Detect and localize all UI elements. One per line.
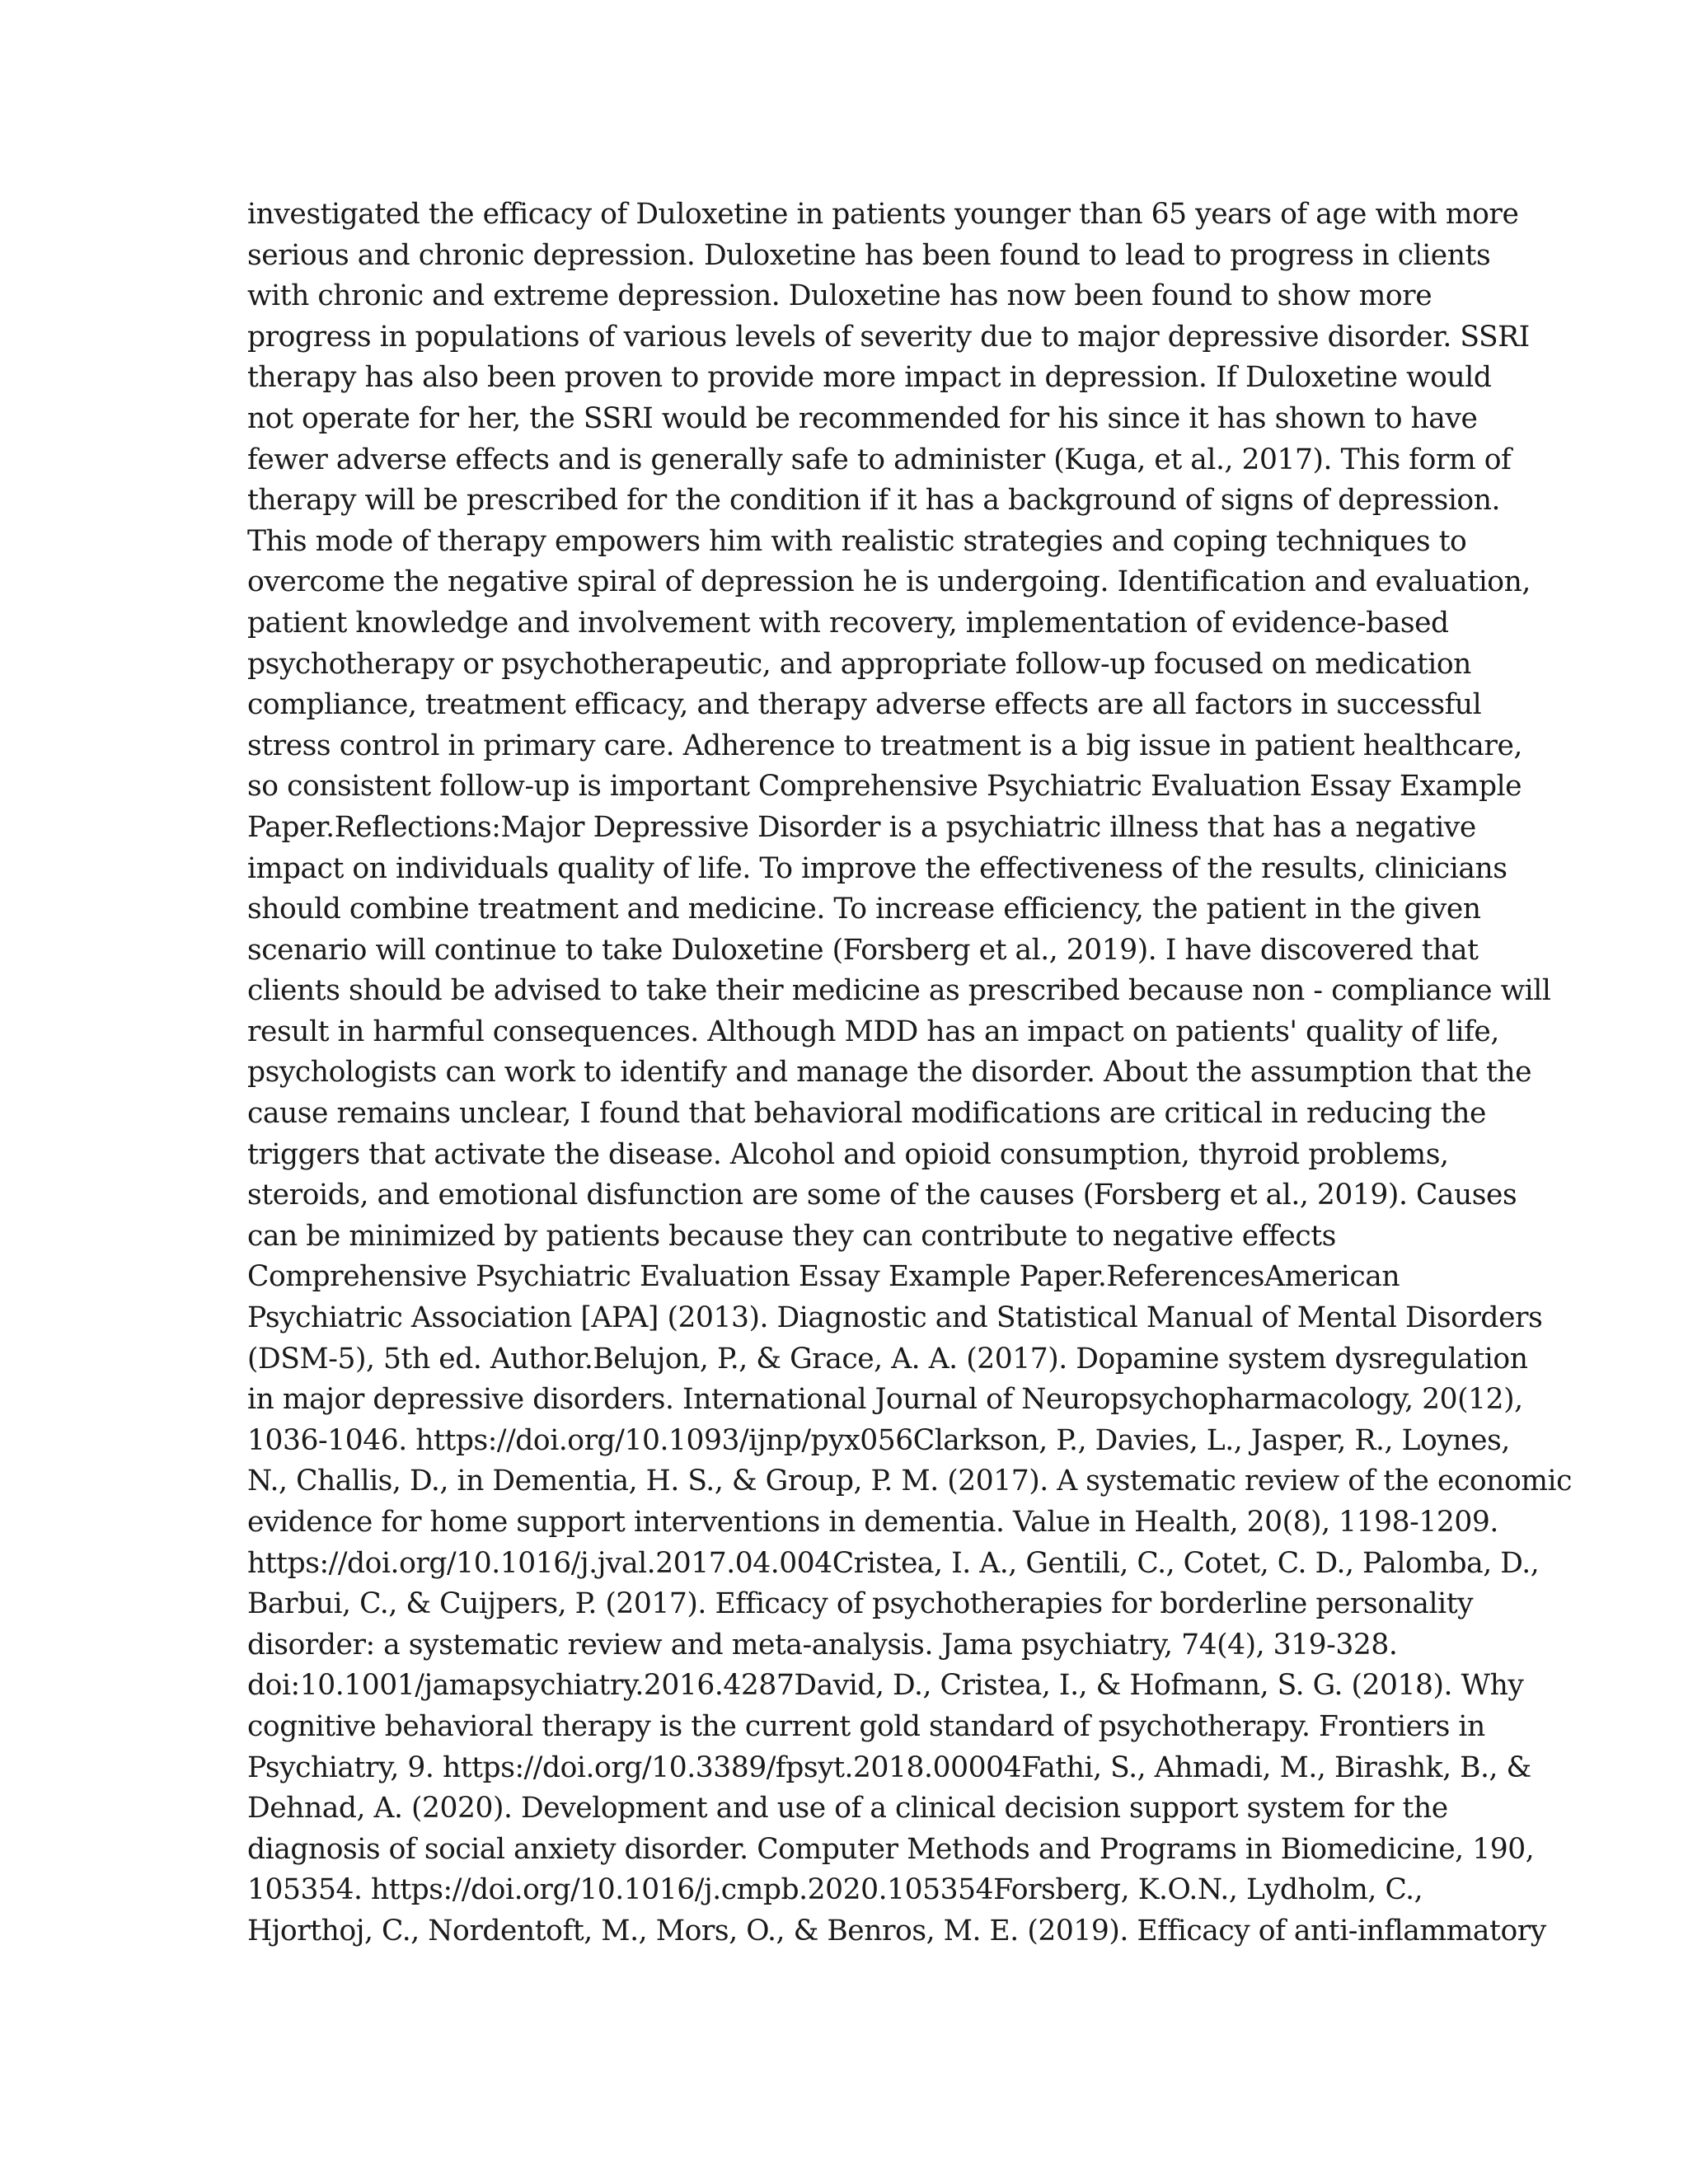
text-line: 1036-1046. https://doi.org/10.1093/ijnp/pyx056Clarkson, P., Davies, L., Jasper, R., Loynes, <box>247 1423 1510 1457</box>
text-line: scenario will continue to take Duloxetine (Forsberg et al., 2019). I have discovered that <box>247 933 1479 967</box>
text-line: clients should be advised to take their medicine as prescribed because non - compliance will <box>247 974 1551 1008</box>
text-line: Barbui, C., & Cuijpers, P. (2017). Efficacy of psychotherapies for borderline personality <box>247 1587 1474 1621</box>
text-line: in major depressive disorders. International Journal of Neuropsychopharmacology, 20(12), <box>247 1383 1523 1417</box>
text-line: https://doi.org/10.1016/j.jval.2017.04.004Cristea, I. A., Gentili, C., Cotet, C. D., Palomba, D., <box>247 1546 1540 1580</box>
text-line: with chronic and extreme depression. Duloxetine has now been found to show more <box>247 279 1432 313</box>
text-line: Psychiatry, 9. https://doi.org/10.3389/fpsyt.2018.00004Fathi, S., Ahmadi, M., Birashk, B., & <box>247 1750 1531 1784</box>
text-line: Psychiatric Association [APA] (2013). Diagnostic and Statistical Manual of Mental Disorders <box>247 1301 1543 1335</box>
text-line: psychologists can work to identify and manage the disorder. About the assumption that the <box>247 1056 1532 1090</box>
text-line: progress in populations of various levels of severity due to major depressive disorder. SSRI <box>247 320 1530 354</box>
text-line: evidence for home support interventions in dementia. Value in Health, 20(8), 1198-1209. <box>247 1506 1498 1539</box>
text-line: serious and chronic depression. Duloxetine has been found to lead to progress in clients <box>247 238 1491 272</box>
text-line: triggers that activate the disease. Alcohol and opioid consumption, thyroid problems, <box>247 1137 1449 1171</box>
text-line: patient knowledge and involvement with recovery, implementation of evidence-based <box>247 606 1449 640</box>
text-line: therapy has also been proven to provide more impact in depression. If Duloxetine would <box>247 361 1492 395</box>
text-line: can be minimized by patients because they can contribute to negative effects <box>247 1219 1336 1253</box>
text-line: not operate for her, the SSRI would be recommended for his since it has shown to have <box>247 401 1478 435</box>
body-text <box>247 194 1572 1952</box>
text-line: psychotherapy or psychotherapeutic, and appropriate follow-up focused on medication <box>247 647 1471 681</box>
text-line: so consistent follow-up is important Comprehensive Psychiatric Evaluation Essay Example <box>247 770 1522 804</box>
text-line: investigated the efficacy of Duloxetine in patients younger than 65 years of age with more <box>247 198 1519 231</box>
text-line: This mode of therapy empowers him with realistic strategies and coping techniques to <box>247 524 1467 558</box>
text-line: result in harmful consequences. Although MDD has an impact on patients' quality of life, <box>247 1015 1499 1048</box>
text-line: 105354. https://doi.org/10.1016/j.cmpb.2020.105354Forsberg, K.O.N., Lydholm, C., <box>247 1873 1423 1907</box>
text-line: steroids, and emotional disfunction are some of the causes (Forsberg et al., 2019). Causes <box>247 1179 1517 1212</box>
text-line: stress control in primary care. Adherence to treatment is a big issue in patient healthcare, <box>247 729 1522 762</box>
text-line: N., Challis, D., in Dementia, H. S., & Group, P. M. (2017). A systematic review of the economic <box>247 1465 1572 1498</box>
text-line: Paper.Reflections:Major Depressive Disorder is a psychiatric illness that has a negative <box>247 810 1476 844</box>
text-line: (DSM-5), 5th ed. Author.Belujon, P., & Grace, A. A. (2017). Dopamine system dysregulation <box>247 1342 1528 1376</box>
text-line: overcome the negative spiral of depression he is undergoing. Identification and evaluation, <box>247 565 1531 599</box>
text-line: cause remains unclear, I found that behavioral modifications are critical in reducing the <box>247 1097 1486 1131</box>
text-line: doi:10.1001/jamapsychiatry.2016.4287David, D., Cristea, I., & Hofmann, S. G. (2018). Why <box>247 1669 1524 1703</box>
text-line: Dehnad, A. (2020). Development and use of a clinical decision support system for the <box>247 1792 1448 1825</box>
text-line: impact on individuals quality of life. To improve the effectiveness of the results, clinicians <box>247 851 1507 885</box>
text-line: therapy will be prescribed for the condition if it has a background of signs of depression. <box>247 484 1501 518</box>
text-line: cognitive behavioral therapy is the current gold standard of psychotherapy. Frontiers in <box>247 1709 1485 1743</box>
text-line: fewer adverse effects and is generally safe to administer (Kuga, et al., 2017). This form of <box>247 443 1512 476</box>
text-line: Hjorthoj, C., Nordentoft, M., Mors, O., & Benros, M. E. (2019). Efficacy of anti-inflammatory <box>247 1914 1546 1947</box>
text-line: Comprehensive Psychiatric Evaluation Essay Example Paper.ReferencesAmerican <box>247 1260 1400 1294</box>
text-line: disorder: a systematic review and meta-analysis. Jama psychiatry, 74(4), 319-328. <box>247 1628 1398 1661</box>
text-line: should combine treatment and medicine. To increase efficiency, the patient in the given <box>247 893 1481 926</box>
text-line: compliance, treatment efficacy, and therapy adverse effects are all factors in successful <box>247 688 1482 722</box>
text-line: diagnosis of social anxiety disorder. Computer Methods and Programs in Biomedicine, 190, <box>247 1832 1535 1866</box>
